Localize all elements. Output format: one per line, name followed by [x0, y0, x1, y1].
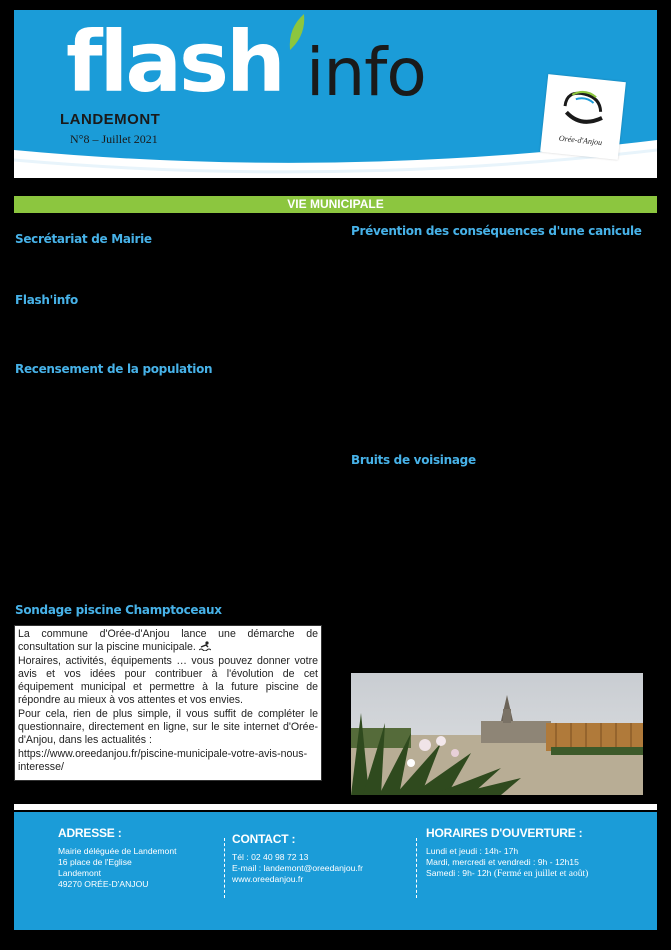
footer-separator [224, 838, 225, 898]
contact-title: CONTACT : [232, 832, 296, 846]
address-line: 16 place de l'Eglise [58, 857, 132, 867]
issue-number: N°8 – Juillet 2021 [70, 132, 158, 146]
oree-anjou-logo-text: Orée-d'Anjou [558, 133, 603, 148]
footer-contact [232, 832, 363, 885]
footer-separator [416, 838, 417, 898]
sondage-article [14, 625, 322, 781]
contact-email[interactable]: E-mail : landemont@oreedanjou.fr [232, 863, 364, 873]
swimmer-icon [199, 641, 211, 651]
heading-canicule: Prévention des conséquences d'une canicule [351, 224, 642, 238]
heading-recensement: Recensement de la population [15, 362, 213, 376]
article-paragraph: Pour cela, rien de plus simple, il vous suffit de compléter le questionnaire, directement en ligne, sur le site internet d'Orée-d'Anjou, dans les actualités : [18, 707, 318, 747]
heading-flashinfo: Flash'info [15, 293, 78, 307]
address-line: Mairie déléguée de Landemont [58, 846, 177, 856]
hours-line: Mardi, mercredi et vendredi : 9h - 12h15 [426, 857, 579, 867]
oree-anjou-emblem-icon [557, 86, 611, 135]
town-name: LANDEMONT [60, 111, 161, 128]
contact-website[interactable]: www.oreedanjou.fr [232, 874, 304, 884]
article-paragraph: La commune d'Orée-d'Anjou lance une démarche de consultation sur la piscine municipale. [18, 628, 318, 654]
section-title-bar: VIE MUNICIPALE [14, 196, 657, 213]
oree-anjou-logo [540, 74, 626, 160]
address-line: 49270 ORÉE-D'ANJOU [58, 879, 149, 889]
article-paragraph: Horaires, activités, équipements … vous pouvez donner votre avis et vos idées pour contribuer à l'évolution de cet équipement municipal et permettre à la future piscine de répondre au mieux à vos attentes et vos envies. [18, 654, 318, 707]
survey-link[interactable]: https://www.oreedanjou.fr/piscine-municipale-votre-avis-nous-interesse/ [18, 747, 308, 773]
hours-line: Lundi et jeudi : 14h- 17h [426, 846, 519, 856]
logo-info: info [306, 34, 426, 111]
footer-hours [426, 826, 588, 880]
masthead [14, 10, 657, 178]
footer-divider [14, 804, 657, 810]
address-line: Landemont [58, 868, 102, 878]
village-photo [351, 673, 643, 795]
church-square-image [351, 673, 643, 795]
contact-phone[interactable]: Tél : 02 40 98 72 13 [232, 852, 309, 862]
hours-closed-note: (Fermé en juillet et août) [493, 869, 589, 879]
heading-bruits: Bruits de voisinage [351, 453, 476, 467]
leaf-icon [286, 14, 306, 50]
hours-line: Samedi : 9h- 12h (Fermé en juillet et août) [426, 868, 589, 879]
hours-title: HORAIRES D'OUVERTURE : [426, 826, 583, 840]
logo-flash: flash [66, 13, 283, 111]
footer-address [58, 826, 177, 890]
footer [14, 812, 657, 930]
address-title: ADRESSE : [58, 826, 122, 840]
heading-sondage: Sondage piscine Champtoceaux [15, 603, 222, 617]
heading-secretariat: Secrétariat de Mairie [15, 232, 152, 246]
